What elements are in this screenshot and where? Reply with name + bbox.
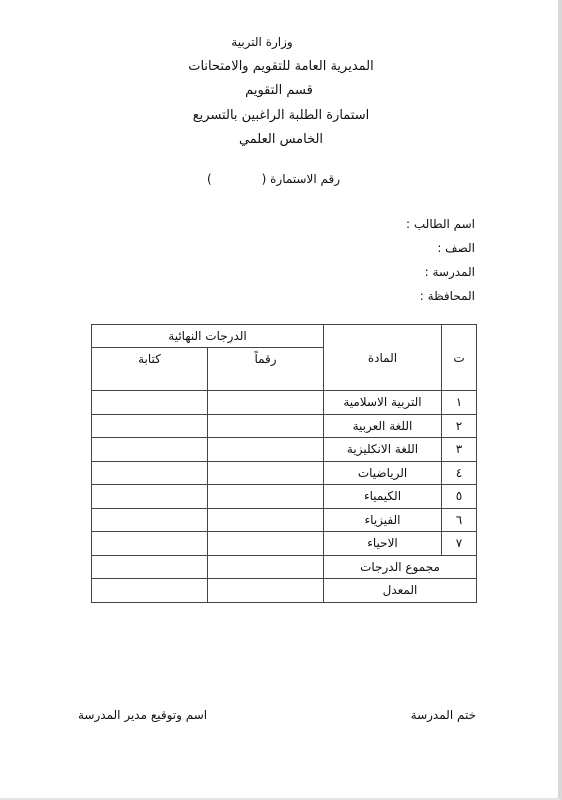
form-number — [207, 172, 340, 186]
table-row — [92, 461, 477, 485]
row-subject: اللغة العربية — [324, 414, 442, 438]
row-subject: الفيزياء — [324, 508, 442, 532]
field-governorate[interactable]: المحافظة : — [419, 289, 475, 303]
grade-words-cell[interactable] — [92, 532, 208, 556]
average-digits-cell[interactable] — [208, 579, 324, 603]
grade-level: الخامس العلمي — [238, 132, 324, 147]
grade-digits-cell[interactable] — [208, 485, 324, 509]
average-words-cell[interactable] — [92, 579, 208, 603]
grade-words-cell[interactable] — [92, 485, 208, 509]
header-subject: المادة — [324, 325, 442, 391]
header-final-grades: الدرجات النهائية — [92, 325, 324, 348]
grade-words-cell[interactable] — [92, 391, 208, 415]
form-number-close: ) — [206, 172, 212, 186]
grade-words-cell[interactable] — [92, 508, 208, 532]
row-subject: التربية الاسلامية — [324, 391, 442, 415]
document-header — [0, 30, 562, 153]
total-words-cell[interactable] — [92, 555, 208, 579]
row-subject: اللغة الانكليزية — [324, 438, 442, 462]
field-student-name[interactable]: اسم الطالب : — [406, 217, 475, 231]
grade-words-cell[interactable] — [92, 461, 208, 485]
form-title: استمارة الطلبة الراغبين بالتسريع — [192, 107, 370, 123]
grade-words-cell[interactable] — [92, 438, 208, 462]
table-row — [92, 414, 477, 438]
header-in-words: كتابة — [92, 348, 208, 391]
grade-digits-cell[interactable] — [208, 461, 324, 485]
department-name: قسم التقويم — [245, 83, 313, 98]
row-number: ٤ — [442, 461, 477, 485]
grades-table — [91, 324, 477, 603]
average-row — [92, 579, 477, 603]
grade-digits-cell[interactable] — [208, 391, 324, 415]
row-subject: الرياضيات — [324, 461, 442, 485]
row-number: ٥ — [442, 485, 477, 509]
table-row — [92, 391, 477, 415]
average-label: المعدل — [324, 579, 477, 603]
table-row — [92, 485, 477, 509]
field-school[interactable]: المدرسة : — [424, 265, 475, 279]
table-row — [92, 508, 477, 532]
grade-digits-cell[interactable] — [208, 438, 324, 462]
grade-words-cell[interactable] — [92, 414, 208, 438]
row-number: ٦ — [442, 508, 477, 532]
row-subject: الكيمياء — [324, 485, 442, 509]
ministry-name: وزارة التربية — [231, 35, 293, 49]
header-number: ت — [442, 325, 477, 391]
total-label: مجموع الدرجات — [324, 555, 477, 579]
table-row — [92, 438, 477, 462]
field-class[interactable]: الصف : — [437, 241, 475, 255]
row-number: ٣ — [442, 438, 477, 462]
total-digits-cell[interactable] — [208, 555, 324, 579]
form-number-label: رقم الاستمارة ( — [261, 172, 340, 186]
school-stamp-label: ختم المدرسة — [410, 708, 476, 722]
principal-signature-label: اسم وتوقيع مدير المدرسة — [78, 708, 208, 722]
row-subject: الاحياء — [324, 532, 442, 556]
grade-digits-cell[interactable] — [208, 532, 324, 556]
row-number: ١ — [442, 391, 477, 415]
directorate-name: المديرية العامة للتقويم والامتحانات — [188, 58, 374, 74]
total-row — [92, 555, 477, 579]
row-number: ٧ — [442, 532, 477, 556]
grade-digits-cell[interactable] — [208, 414, 324, 438]
grade-digits-cell[interactable] — [208, 508, 324, 532]
student-info-fields — [406, 212, 475, 308]
table-row — [92, 532, 477, 556]
row-number: ٢ — [442, 414, 477, 438]
header-in-digits: رقماً — [208, 348, 324, 391]
